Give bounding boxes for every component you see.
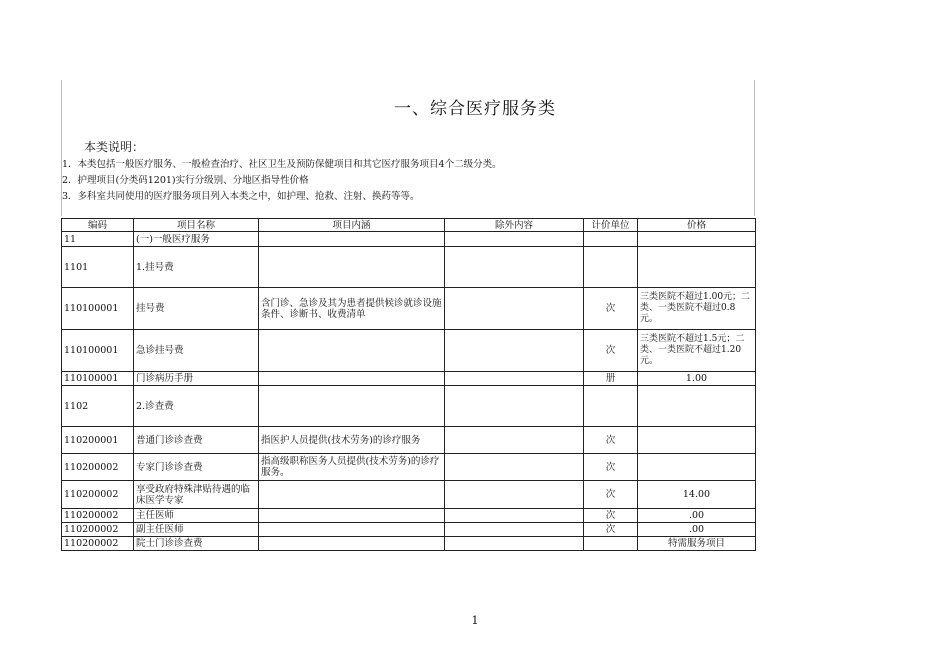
cell-name: (一)一般医疗服务 — [134, 232, 259, 247]
cell-name: 享受政府特殊津贴待遇的临床医学专家 — [134, 481, 259, 509]
cell-excluded — [445, 509, 584, 523]
cell-content: 指医护人员提供(技术劳务)的诊疗服务 — [259, 427, 445, 454]
cell-price: 三类医院不超过1.5元；二类、一类医院不超过1.20元。 — [638, 330, 756, 372]
header-price: 价格 — [638, 219, 756, 232]
cell-content — [259, 386, 445, 427]
cell-unit: 次 — [584, 288, 638, 330]
cell-code: 110200002 — [62, 481, 134, 509]
page-number: 1 — [471, 614, 479, 627]
header-code: 编码 — [62, 219, 134, 232]
cell-content — [259, 330, 445, 372]
cell-unit — [584, 247, 638, 288]
cell-unit: 册 — [584, 372, 638, 386]
cell-content — [259, 372, 445, 386]
cell-excluded — [445, 537, 584, 551]
table-row — [62, 330, 756, 372]
cell-excluded — [445, 523, 584, 537]
cell-unit: 次 — [584, 523, 638, 537]
table-row — [62, 232, 756, 247]
cell-excluded — [445, 386, 584, 427]
cell-price — [638, 454, 756, 481]
intro-heading: 本类说明： — [84, 140, 145, 154]
cell-content: 含门诊、急诊及其为患者提供候诊就诊设施条件、诊断书、收费清单 — [259, 288, 445, 330]
cell-code: 1101 — [62, 247, 134, 288]
cell-code: 110200002 — [62, 537, 134, 551]
header-content: 项目内涵 — [259, 219, 445, 232]
table-row — [62, 288, 756, 330]
cell-price: 14.00 — [638, 481, 756, 509]
table-row — [62, 523, 756, 537]
table-row — [62, 247, 756, 288]
cell-price — [638, 427, 756, 454]
header-name: 项目名称 — [134, 219, 259, 232]
cell-price — [638, 247, 756, 288]
cell-excluded — [445, 330, 584, 372]
intro-note-2: 2．护理项目(分类码1201)实行分级别、分地区指导性价格 — [62, 175, 309, 186]
table-row — [62, 372, 756, 386]
header-excluded: 除外内容 — [445, 219, 584, 232]
intro-note-3: 3．多科室共同使用的医疗服务项目列入本类之中，如护理、抢救、注射、换药等等。 — [62, 191, 420, 202]
cell-unit: 次 — [584, 509, 638, 523]
price-table — [61, 218, 756, 551]
cell-content — [259, 247, 445, 288]
cell-code: 110200002 — [62, 523, 134, 537]
cell-name: 院士门诊诊查费 — [134, 537, 259, 551]
header-unit: 计价单位 — [584, 219, 638, 232]
cell-price: 1.00 — [638, 372, 756, 386]
cell-excluded — [445, 232, 584, 247]
intro-note-1: 1．本类包括一般医疗服务、一般检查治疗、社区卫生及预防保健项目和其它医疗服务项目4个二级分类。 — [62, 159, 502, 170]
cell-excluded — [445, 481, 584, 509]
cell-content — [259, 509, 445, 523]
cell-name: 专家门诊诊查费 — [134, 454, 259, 481]
cell-excluded — [445, 247, 584, 288]
cell-name: 门诊病历手册 — [134, 372, 259, 386]
table-header-row — [62, 219, 756, 232]
cell-unit: 次 — [584, 330, 638, 372]
cell-code: 110100001 — [62, 330, 134, 372]
cell-name: 主任医师 — [134, 509, 259, 523]
cell-price: 三类医院不超过1.00元；二类、一类医院不超过0.8元。 — [638, 288, 756, 330]
cell-code: 110200002 — [62, 509, 134, 523]
cell-name: 挂号费 — [134, 288, 259, 330]
cell-code: 110200002 — [62, 454, 134, 481]
cell-name: 副主任医师 — [134, 523, 259, 537]
cell-code: 110100001 — [62, 372, 134, 386]
cell-price — [638, 386, 756, 427]
table-row — [62, 454, 756, 481]
cell-excluded — [445, 454, 584, 481]
cell-name: 普通门诊诊查费 — [134, 427, 259, 454]
cell-unit: 次 — [584, 481, 638, 509]
cell-unit: 次 — [584, 454, 638, 481]
cell-excluded — [445, 288, 584, 330]
cell-name: 2.诊查费 — [134, 386, 259, 427]
cell-name: 1.挂号费 — [134, 247, 259, 288]
table-row — [62, 386, 756, 427]
table-row — [62, 509, 756, 523]
cell-content: 指高级职称医务人员提供(技术劳务)的诊疗服务。 — [259, 454, 445, 481]
table-row — [62, 537, 756, 551]
cell-unit — [584, 386, 638, 427]
cell-content — [259, 232, 445, 247]
cell-price — [638, 232, 756, 247]
cell-code: 110200001 — [62, 427, 134, 454]
table-row — [62, 481, 756, 509]
cell-excluded — [445, 427, 584, 454]
cell-price: .00 — [638, 509, 756, 523]
cell-unit: 次 — [584, 427, 638, 454]
cell-content — [259, 523, 445, 537]
cell-excluded — [445, 372, 584, 386]
cell-code: 11 — [62, 232, 134, 247]
cell-unit — [584, 537, 638, 551]
cell-content — [259, 481, 445, 509]
page-title: 一、综合医疗服务类 — [394, 99, 556, 119]
cell-code: 110100001 — [62, 288, 134, 330]
table-row — [62, 427, 756, 454]
cell-name: 急诊挂号费 — [134, 330, 259, 372]
cell-price: .00 — [638, 523, 756, 537]
cell-unit — [584, 232, 638, 247]
cell-code: 1102 — [62, 386, 134, 427]
cell-content — [259, 537, 445, 551]
cell-price: 特需服务项目 — [638, 537, 756, 551]
